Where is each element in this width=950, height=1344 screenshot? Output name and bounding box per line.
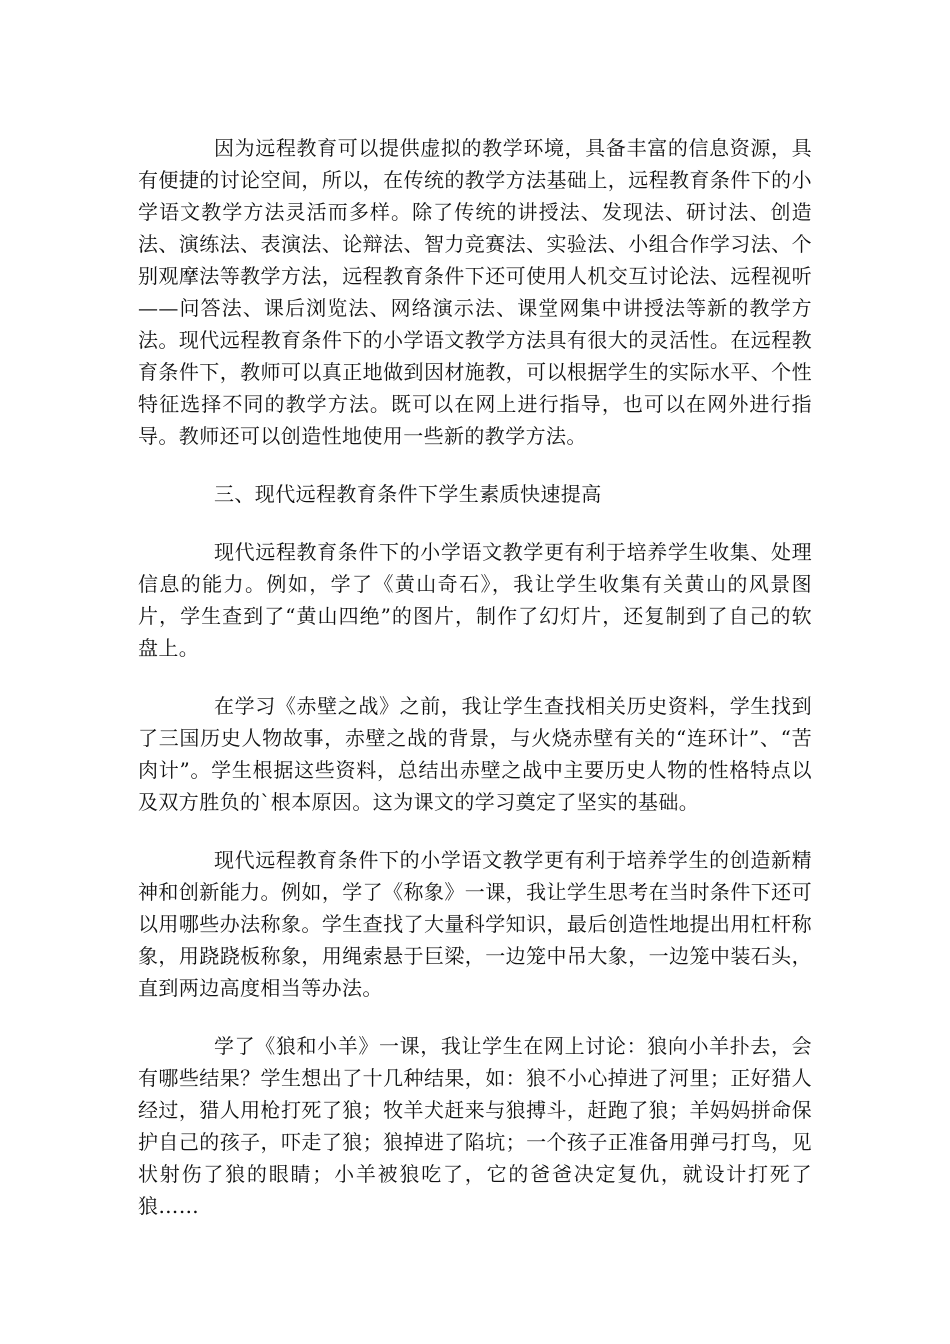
paragraph-creativity: 现代远程教育条件下的小学语文教学更有利于培养学生的创造新精神和创新能力。例如，学了《称象》一课，我让学生思考在当时条件下还可以用哪些办法称象。学生查找了大量科学知识，最后创造性地提出用杠杆称象，用跷跷板称象，用绳索悬于巨梁，一边笼中吊大象，一边笼中装石头，直到两边高度相当等办法。 [138,848,812,1000]
paragraph-information-skills: 现代远程教育条件下的小学语文教学更有利于培养学生收集、处理信息的能力。例如，学了《黄山奇石》，我让学生收集有关黄山的风景图片，学生查到了“黄山四绝”的图片，制作了幻灯片，还复制到了自己的软盘上。 [138,540,812,660]
paragraph-wolf-lamb-example: 学了《狼和小羊》一课，我让学生在网上讨论：狼向小羊扑去，会有哪些结果？学生想出了十几种结果，如：狼不小心掉进了河里；正好猎人经过，猎人用枪打死了狼；牧羊犬赶来与狼搏斗，赶跑了狼；羊妈妈拼命保护自己的孩子，吓走了狼；狼掉进了陷坑；一个孩子正准备用弹弓打鸟，见状射伤了狼的眼睛；小羊被狼吃了，它的爸爸决定复仇，就设计打死了狼…… [138,1034,812,1218]
section-heading: 三、现代远程教育条件下学生素质快速提高 [214,482,602,506]
paragraph-chibi-example: 在学习《赤壁之战》之前，我让学生查找相关历史资料，学生找到了三国历史人物故事，赤壁之战的背景，与火烧赤壁有关的“连环计”、“苦肉计”。学生根据这些资料，总结出赤壁之战中主要历史人物的性格特点以及双方胜负的`根本原因。这为课文的学习奠定了坚实的基础。 [138,694,812,814]
paragraph-teaching-methods: 因为远程教育可以提供虚拟的教学环境，具备丰富的信息资源，具有便捷的讨论空间，所以，在传统的教学方法基础上，远程教育条件下的小学语文教学方法灵活而多样。除了传统的讲授法、发现法、研讨法、创造法、演练法、表演法、论辩法、智力竞赛法、实验法、小组合作学习法、个别观摩法等教学方法，远程教育条件下还可使用人机交互讨论法、远程视听——问答法、课后浏览法、网络演示法、课堂网集中讲授法等新的教学方法。现代远程教育条件下的小学语文教学方法具有很大的灵活性。在远程教育条件下，教师可以真正地做到因材施教，可以根据学生的实际水平、个性特征选择不同的教学方法。既可以在网上进行指导，也可以在网外进行指导。教师还可以创造性地使用一些新的教学方法。 [138,136,812,448]
document-body [138,132,812,1248]
